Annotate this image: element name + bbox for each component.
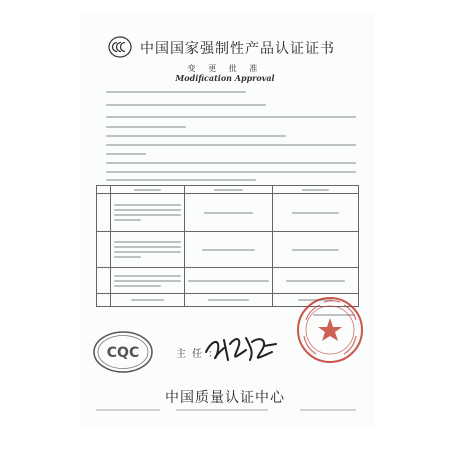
official-seal-stamp (296, 296, 364, 364)
field-line (106, 116, 356, 118)
field-line (106, 126, 186, 128)
modification-title-cn: 变 更 批 准 (187, 64, 263, 73)
modification-table (96, 185, 359, 307)
certificate-title: 中国国家强制性产品认证证书 (140, 41, 335, 57)
table-header-row (97, 186, 359, 194)
field-line (106, 179, 256, 181)
field-line (106, 91, 246, 93)
table-row (97, 194, 359, 232)
issuer-name-cn: 中国质量认证中心 (165, 390, 285, 406)
cqc-logo-icon (92, 330, 154, 374)
field-line (106, 162, 356, 164)
field-line (106, 171, 356, 173)
director-signature (202, 330, 280, 366)
footer-line (300, 409, 356, 411)
table-row (97, 268, 359, 294)
footer-line (96, 409, 160, 411)
field-line (106, 135, 286, 137)
field-line (106, 104, 266, 106)
svg-text:CQC: CQC (106, 345, 140, 361)
modification-title-en: Modification Approval (175, 73, 275, 83)
ccc-logo-icon (108, 36, 132, 58)
field-line (106, 153, 146, 155)
table-row (97, 232, 359, 268)
signature-label: 主任： (176, 349, 224, 360)
footer-line (176, 409, 268, 411)
field-line (106, 144, 356, 146)
